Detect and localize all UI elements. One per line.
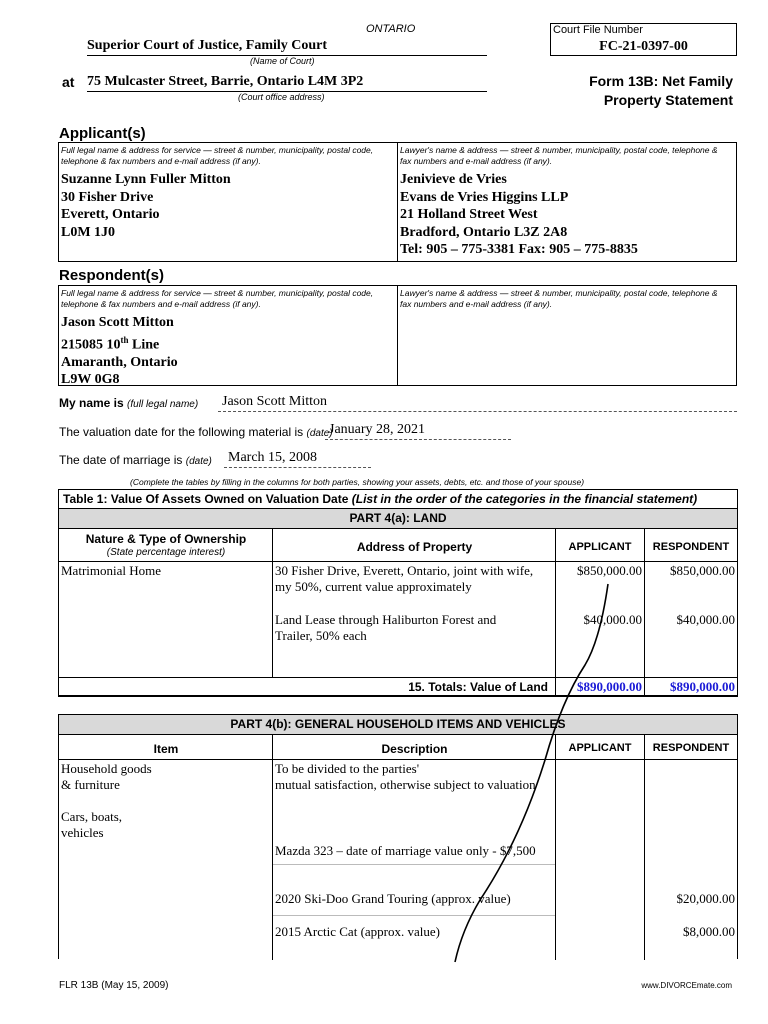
row2-respondent: $40,000.00: [676, 612, 735, 627]
lawyer-line: Jenivieve de Vries: [400, 172, 507, 187]
part-b-title-bar: PART 4(b): GENERAL HOUSEHOLD ITEMS AND VEHICLES: [59, 715, 737, 734]
total-respondent: $890,000.00: [670, 679, 735, 694]
court-file-number: FC-21-0397-00: [599, 39, 688, 54]
form-title-line1: Form 13B: Net Family: [589, 73, 733, 89]
court-address-text: 75 Mulcaster Street, Barrie, Ontario L4M 3P2: [87, 74, 364, 89]
footer-site: www.DIVORCEmate.com: [641, 981, 732, 990]
row1-respondent: $850,000.00: [670, 563, 735, 578]
form-title-line2: Property Statement: [603, 92, 733, 108]
row1-nature: Matrimonial Home: [61, 563, 162, 578]
court-file-number-label: Court File Number: [553, 24, 643, 36]
respondent-right-label: Lawyer's name & address — street & number, municipality, postal code, telephone & fax numbers and e-mail address (if any).: [400, 288, 718, 309]
applicant-line: Suzanne Lynn Fuller Mitton: [61, 172, 231, 187]
applicant-left-label: Full legal name & address for service — street & number, municipality, postal code, telephone & fax numbers and e-mail address (if any).: [61, 145, 374, 166]
desc-household: To be divided to the parties' mutual satisfaction, otherwise subject to valuation: [275, 761, 536, 792]
col-applicant-header-b: APPLICANT: [568, 742, 632, 754]
desc-arctic-cat: 2015 Arctic Cat (approx. value): [275, 924, 440, 939]
desc-mazda: Mazda 323 – date of marriage value only - $7,500: [275, 843, 536, 858]
lawyer-line: Bradford, Ontario L3Z 2A8: [400, 224, 568, 240]
table1-title: Table 1: Value Of Assets Owned on Valuation Date (List in the order of the categories in the financial statement): [63, 492, 698, 506]
respondent-left-label: Full legal name & address for service — street & number, municipality, postal code, telephone & fax numbers and e-mail address (if any).: [61, 288, 374, 309]
ontario-label: ONTARIO: [366, 23, 416, 35]
col-address-header: Address of Property: [356, 540, 473, 554]
respondent-line: Amaranth, Ontario: [61, 354, 178, 370]
resp-arctic-cat: $8,000.00: [683, 924, 735, 939]
applicant-line: L0M 1J0: [61, 224, 116, 240]
col-nature-header: Nature & Type of Ownership (State percentage interest): [85, 532, 247, 558]
court-address-label: (Court office address): [238, 92, 325, 102]
respondent-line: L9W 0G8: [61, 372, 120, 388]
col-respondent-header: RESPONDENT: [652, 541, 730, 553]
at-label: at: [62, 74, 75, 90]
col-item-header: Item: [153, 742, 179, 756]
total-applicant: $890,000.00: [577, 679, 642, 694]
item-vehicles: Cars, boats, vehicles: [61, 809, 123, 840]
applicant-section-title: Applicant(s): [59, 125, 146, 142]
resp-skidoo: $20,000.00: [676, 891, 735, 906]
footer-form-id: FLR 13B (May 15, 2009): [59, 980, 169, 991]
row1-address: 30 Fisher Drive, Everett, Ontario, joint with wife, my 50%, current value approximately: [275, 563, 534, 594]
desc-skidoo: 2020 Ski-Doo Grand Touring (approx. value): [275, 891, 511, 906]
lawyer-line: Evans de Vries Higgins LLP: [400, 189, 569, 205]
respondent-line: Jason Scott Mitton: [61, 315, 174, 330]
respondent-line: 215085 10th Line: [61, 334, 160, 353]
applicant-right-label: Lawyer's name & address — street & number, municipality, postal code, telephone & fax numbers and e-mail address (if any).: [400, 145, 718, 166]
court-name-label: (Name of Court): [250, 56, 315, 66]
lawyer-line: Tel: 905 – 775-3381 Fax: 905 – 775-8835: [400, 242, 638, 257]
row2-address: Land Lease through Haliburton Forest and Trailer, 50% each: [275, 612, 497, 643]
row2-applicant: $40,000.00: [583, 612, 642, 627]
my-name-hint: (full legal name): [127, 399, 199, 410]
table-instruction: (Complete the tables by filling in the columns for both parties, showing your assets, debts, etc. and those of your spouse): [130, 477, 585, 487]
court-name-text: Superior Court of Justice, Family Court: [87, 38, 328, 53]
marriage-label: The date of marriage is: [59, 453, 183, 467]
item-household: Household goods & furniture: [61, 761, 152, 792]
col-respondent-header-b: RESPONDENT: [652, 742, 730, 754]
row1-applicant: $850,000.00: [577, 563, 642, 578]
col-applicant-header: APPLICANT: [568, 541, 632, 553]
marriage-hint: (date): [185, 456, 212, 467]
col-description-header: Description: [381, 742, 448, 756]
lawyer-line: 21 Holland Street West: [400, 207, 538, 222]
marriage-date: March 15, 2008: [224, 450, 371, 468]
valuation-label: The valuation date for the following material is: [59, 425, 304, 439]
valuation-date: January 28, 2021: [325, 422, 511, 440]
part-a-title-bar: PART 4(a): LAND: [59, 509, 737, 528]
applicant-line: 30 Fisher Drive: [61, 189, 154, 205]
my-name-label: My name is: [59, 396, 124, 410]
respondent-section-title: Respondent(s): [59, 267, 164, 284]
valuation-hint: (date): [306, 428, 333, 439]
total-label: 15. Totals: Value of Land: [408, 680, 548, 694]
my-name-value: Jason Scott Mitton: [218, 394, 737, 412]
applicant-line: Everett, Ontario: [61, 207, 160, 222]
